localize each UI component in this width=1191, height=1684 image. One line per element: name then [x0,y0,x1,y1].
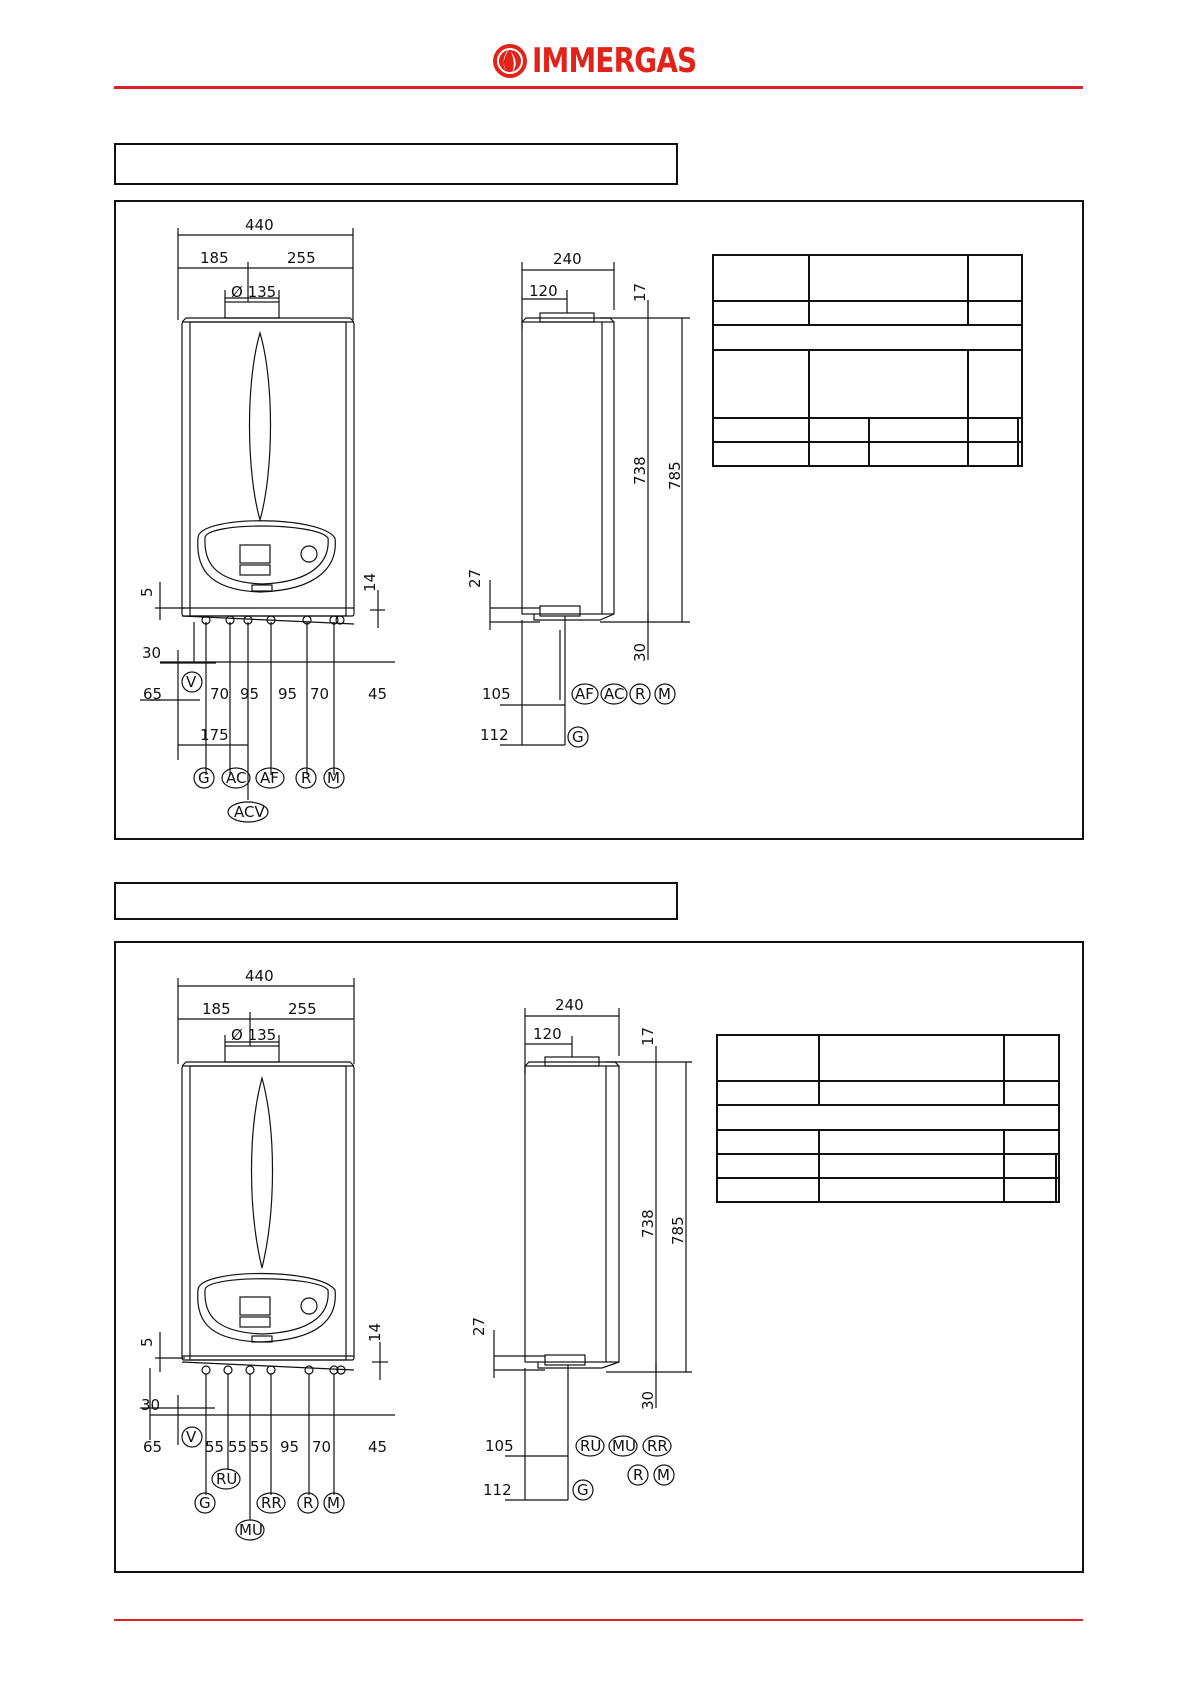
dim-label: 45 [368,1438,388,1456]
dim-label: 240 [555,996,584,1014]
dim-label: 120 [529,282,558,300]
section1-front-boiler [182,302,354,624]
dim-label: 30 [639,1390,657,1410]
section2-side-connection-labels [577,1437,670,1499]
connection-label: R [635,685,646,703]
connection-label: M [327,769,340,787]
connection-label: V [186,673,197,691]
dim-label: 65 [143,1438,163,1456]
dim-label: 120 [533,1025,562,1043]
dim-label: 112 [483,1481,512,1499]
connection-label: AF [260,769,279,787]
dim-label: 5 [138,587,156,597]
dim-label: 17 [639,1026,657,1046]
dim-label: 95 [280,1438,300,1456]
dim-label: 738 [631,456,649,485]
connection-label: G [198,769,210,787]
dim-label: 14 [361,572,379,592]
connection-label: MU [612,1437,636,1455]
dim-label: 185 [202,1000,231,1018]
connection-label: G [199,1494,211,1512]
connection-label: AF [575,685,594,703]
dim-label: 175 [200,726,229,744]
section1-side-boiler [522,313,614,620]
dim-label: 55 [205,1438,225,1456]
dim-label: 14 [366,1322,384,1342]
dim-label: 30 [142,644,162,662]
dim-label: 55 [228,1438,248,1456]
dim-label: 30 [631,642,649,662]
section1-side-dims [466,250,684,744]
connection-label: G [577,1481,589,1499]
section1-side-connection-labels [572,685,671,746]
dim-label: 440 [245,967,274,985]
connection-label: AC [226,769,247,787]
connection-label: V [186,1428,197,1446]
dim-label: 65 [143,685,163,703]
connection-label: M [327,1494,340,1512]
dim-label: 95 [278,685,298,703]
dim-label: 112 [480,726,509,744]
dim-label: 45 [368,685,388,703]
connection-label: M [657,1466,670,1484]
dim-label: 240 [553,250,582,268]
dim-label: 785 [666,461,684,490]
dim-label: 70 [312,1438,332,1456]
dim-label: Ø 135 [231,1026,277,1044]
brand-name: IMMERGAS [532,41,697,81]
dim-label: 27 [466,568,484,588]
dim-label: 255 [287,249,316,267]
dim-label: 738 [639,1209,657,1238]
connection-label: RR [647,1437,668,1455]
dim-label: 70 [210,685,230,703]
connection-label: R [301,769,312,787]
dim-label: 55 [250,1438,270,1456]
dim-label: 105 [482,685,511,703]
connection-label: G [572,728,584,746]
dim-label: 255 [288,1000,317,1018]
dim-label: 70 [310,685,330,703]
dim-label: 27 [470,1316,488,1336]
section2-front-dims [138,967,387,1456]
dim-label: 440 [245,216,274,234]
connection-label: MU [239,1521,263,1539]
connection-label: R [633,1466,644,1484]
connection-label: M [658,685,671,703]
dim-label: 185 [200,249,229,267]
connection-label: R [303,1494,314,1512]
section1-front-dims [138,216,387,744]
connection-label: AC [604,685,625,703]
dim-label: 105 [485,1437,514,1455]
connection-label: RR [261,1494,282,1512]
connection-label: RU [580,1437,602,1455]
connection-label: RU [216,1470,238,1488]
dim-label: 5 [138,1337,156,1347]
dim-label: 785 [669,1216,687,1245]
section2-front-boiler [182,1046,354,1374]
dim-label: 95 [240,685,260,703]
section2-side-dims [470,996,687,1499]
dim-label: Ø 135 [231,283,277,301]
section2-side-boiler [525,1057,619,1368]
connection-label: ACV [234,803,265,821]
dim-label: 17 [631,282,649,302]
dim-label: 30 [141,1396,161,1414]
